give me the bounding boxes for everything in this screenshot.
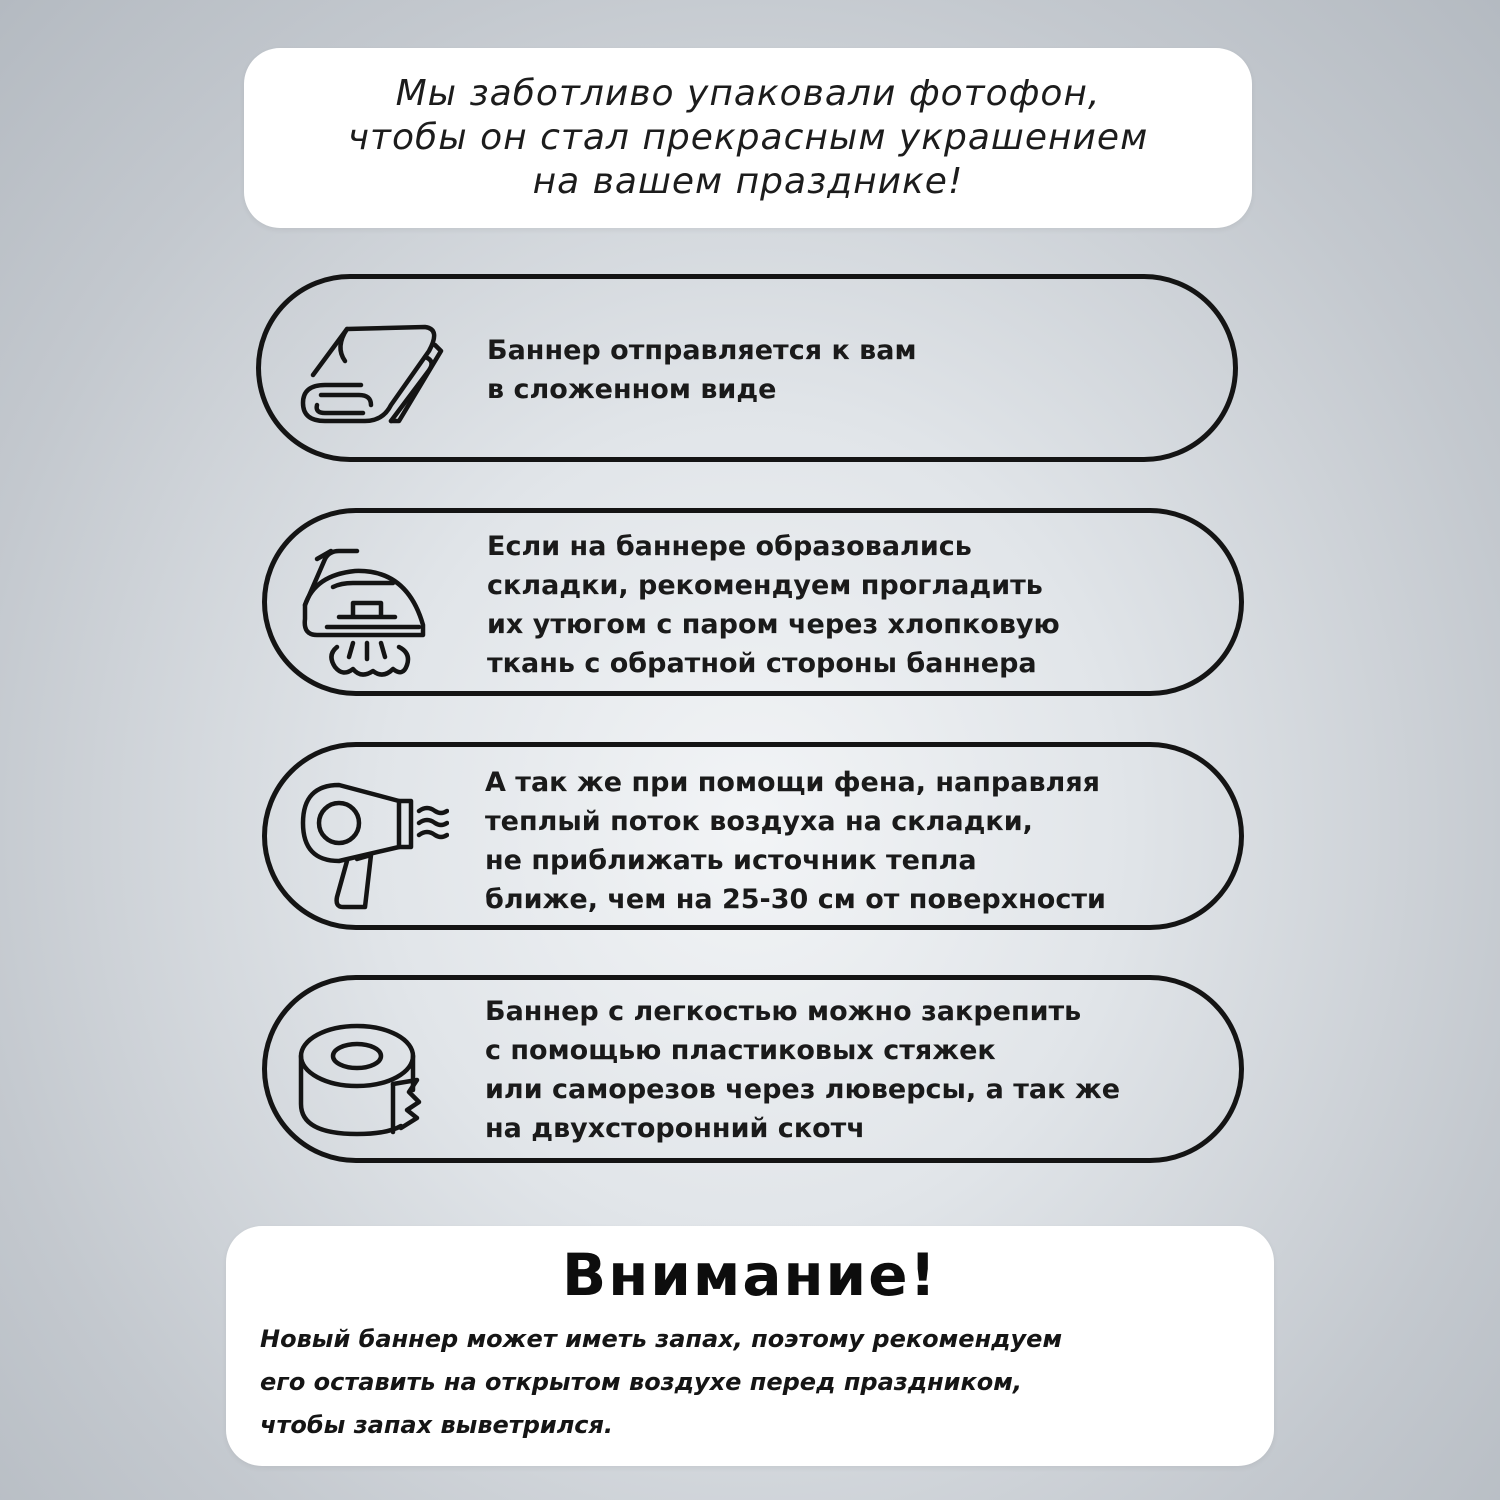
folded-banner-icon [295, 317, 445, 427]
pill-line: ближе, чем на 25-30 см от поверхности [485, 884, 1106, 915]
pill-line: ткань с обратной стороны баннера [487, 648, 1037, 679]
info-pill-dryer [262, 742, 1244, 930]
pill-line: или саморезов через люверсы, а так же [485, 1074, 1121, 1105]
warning-line: его оставить на открытом воздухе перед праздником, [260, 1368, 1023, 1396]
tape-roll-icon [297, 1018, 427, 1138]
intro-box [244, 48, 1252, 228]
info-pill-folded [256, 274, 1238, 462]
intro-text [348, 72, 1148, 204]
pill-line: теплый поток воздуха на складки, [485, 806, 1033, 837]
warning-box [226, 1226, 1274, 1466]
intro-line: чтобы он стал прекрасным украшением [347, 117, 1149, 158]
pill-line: Баннер с легкостью можно закрепить [485, 996, 1082, 1027]
pill-text [487, 331, 917, 409]
warning-text [260, 1318, 1062, 1447]
pill-text [485, 992, 1120, 1148]
info-pill-iron [262, 508, 1244, 696]
pill-line: А так же при помощи фена, направляя [485, 767, 1101, 798]
pill-line: Баннер отправляется к вам [487, 335, 917, 366]
warning-line: чтобы запах выветрился. [260, 1411, 614, 1439]
info-pill-tape [262, 975, 1244, 1163]
hair-dryer-icon [299, 775, 449, 915]
pill-line: их утюгом с паром через хлопковую [487, 609, 1060, 640]
warning-title: Внимание! [562, 1241, 938, 1309]
warning-line: Новый баннер может иметь запах, поэтому рекомендуем [260, 1325, 1063, 1353]
pill-line: в сложенном виде [487, 374, 777, 405]
steam-iron-icon [297, 543, 437, 683]
intro-line: на вашем празднике! [532, 161, 964, 202]
pill-line: Если на баннере образовались [487, 531, 972, 562]
pill-line: складки, рекомендуем прогладить [487, 570, 1043, 601]
intro-line: Мы заботливо упаковали фотофон, [395, 73, 1101, 114]
pill-text [485, 763, 1106, 919]
pill-line: с помощью пластиковых стяжек [485, 1035, 996, 1066]
pill-line: не приближать источник тепла [485, 845, 977, 876]
pill-text [487, 527, 1060, 683]
pill-line: на двухсторонний скотч [485, 1113, 865, 1144]
